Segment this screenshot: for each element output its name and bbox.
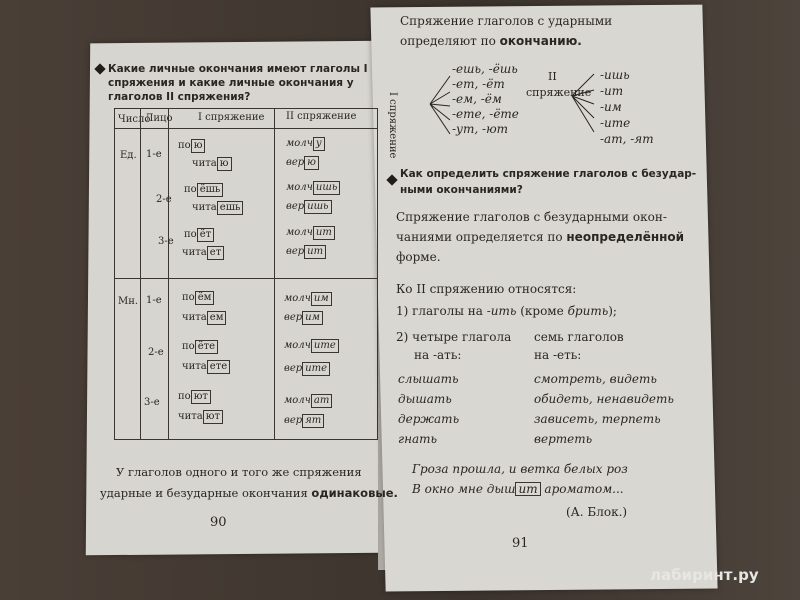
group-number-singular: Ед.: [120, 150, 137, 161]
verb-et: обидеть, ненавидеть: [534, 392, 674, 406]
conj-ii-label-num: II: [548, 70, 557, 83]
person-label: 1-е: [146, 295, 162, 306]
table-col-line: [274, 108, 275, 439]
rule2-left-line1: 2) четыре глагола: [396, 330, 512, 344]
header-person: Лицо: [145, 113, 173, 124]
verb-at: слышать: [398, 372, 459, 386]
table-col-line: [140, 108, 141, 439]
verb-form: по ю: [178, 139, 205, 153]
page-number-right: 91: [512, 536, 529, 551]
unstressed-line3: форме.: [396, 250, 441, 264]
table-col-line: [168, 108, 169, 439]
verb-form: молч ит: [286, 226, 335, 240]
verb-form: вер ят: [284, 414, 324, 428]
verb-form: по ют: [178, 390, 211, 404]
conj-ii-ending: -ите: [600, 116, 631, 130]
header-conj-ii: II спряжение: [286, 111, 357, 122]
conj-i-ending: -ут, -ют: [452, 122, 509, 136]
conj-i-label: I спряжение: [387, 92, 398, 159]
page-number-left: 90: [210, 515, 227, 530]
person-label: 2-е: [148, 347, 164, 358]
conj-ii-label-word: спряжение: [526, 86, 592, 99]
right-intro-line2: определяют по окончанию.: [400, 34, 582, 48]
right-intro-line1: Спряжение глаголов с ударными: [400, 14, 613, 28]
verb-form: по ёшь: [184, 183, 223, 197]
verb-form: по ём: [182, 291, 214, 305]
conj-ii-ending: -ишь: [600, 68, 630, 82]
verb-form: молч ат: [284, 394, 332, 408]
rule2-right-line1: семь глаголов: [534, 330, 624, 344]
verb-form: чита ем: [182, 311, 226, 325]
verb-form: молч ишь: [286, 181, 340, 195]
conj-i-ending: -ете, -ёте: [452, 107, 519, 121]
watermark-logo: лабиринт.ру: [650, 566, 759, 584]
verb-form: молч у: [286, 137, 325, 151]
verb-form: вер ите: [284, 362, 330, 376]
person-label: 2-е: [156, 194, 172, 205]
conj-i-ending: -ет, -ёт: [452, 77, 505, 91]
unstressed-line1: Спряжение глаголов с безударными окон-: [396, 210, 667, 224]
header-conj-i: I спряжение: [198, 112, 265, 123]
table-group-line: [114, 278, 377, 279]
verb-form: чита ют: [178, 410, 223, 424]
verb-et: зависеть, терпеть: [534, 412, 661, 426]
poem-line2: В окно мне дыш ит ароматом...: [412, 482, 624, 496]
conj-ii-ending: -ит: [600, 84, 624, 98]
rule2-right-line2: на -еть:: [534, 348, 582, 362]
header-number: Число: [118, 114, 151, 125]
verb-form: чита ешь: [192, 201, 243, 215]
verb-form: чита ет: [182, 246, 224, 260]
conj-ii-ending: -ат, -ят: [600, 132, 654, 146]
verb-form: молч им: [284, 292, 332, 306]
group-number-plural: Мн.: [118, 296, 139, 307]
table-header-line: [114, 128, 377, 129]
verb-et: вертеть: [534, 432, 593, 446]
rule2-left-line2: на -ать:: [414, 348, 462, 362]
verb-form: чита ете: [182, 360, 230, 374]
verb-form: вер ишь: [286, 200, 332, 214]
verb-form: вер им: [284, 311, 323, 325]
verb-form: по ёт: [184, 228, 214, 242]
verb-et: смотреть, видеть: [534, 372, 657, 386]
poem-line1: Гроза прошла, и ветка белых роз: [412, 462, 628, 476]
ii-header: Ко II спряжению относятся:: [396, 282, 577, 296]
verb-form: вер ю: [286, 156, 319, 170]
left-note-line2: ударные и безударные окончания одинаковые.: [100, 486, 398, 500]
unstressed-line2: чаниями определяется по неопределённой: [396, 230, 685, 244]
verb-at: дышать: [398, 392, 452, 406]
rule1: 1) глаголы на -ить (кроме брить);: [396, 304, 617, 318]
verb-at: гнать: [398, 432, 438, 446]
conj-ii-ending: -им: [600, 100, 622, 114]
verb-form: по ёте: [182, 340, 218, 354]
left-heading: Какие личные окончания имеют глаголы I спряжения и какие личные окончания у глаголов II спряжения?: [108, 63, 368, 103]
left-note-line1: У глаголов одного и того же спряжения: [116, 465, 362, 479]
poem-author: (А. Блок.): [566, 505, 628, 519]
verb-at: держать: [398, 412, 460, 426]
verb-form: чита ю: [192, 157, 232, 171]
right-question-line1: Как определить спряжение глаголов с безудар-: [400, 168, 697, 180]
right-question-line2: ными окончаниями?: [400, 184, 523, 196]
person-label: 3-е: [158, 236, 174, 247]
verb-form: молч ите: [284, 339, 339, 353]
conj-i-ending: -ешь, -ёшь: [452, 62, 518, 76]
person-label: 3-е: [144, 397, 160, 408]
conj-i-ending: -ем, -ём: [452, 92, 502, 106]
verb-form: вер ит: [286, 245, 326, 259]
person-label: 1-е: [146, 149, 162, 160]
